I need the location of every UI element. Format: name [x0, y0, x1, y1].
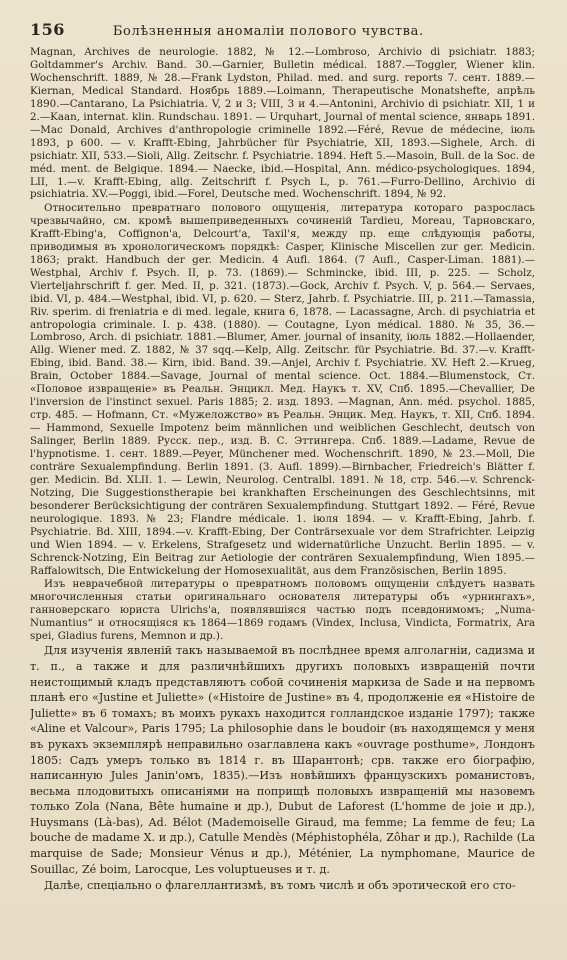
paragraph-ulrichs: Изъ неврачебной литературы о превратномъ половомъ ощущеніи слѣдуетъ назвать многочисленныя статьи оригинальнаго основателя литературы объ «урнингахъ», ганноверскаго юриста Ulrichs'a, появлявшіяся частью подъ псевдонимомъ; „Numa-Numantius“ и относящіяся къ 1864—1869 годамъ (Vindex, Inclusa, Vindicta, Formatrix, Ara spei, Gladius furens, Memnon и др.). — [30, 578, 535, 642]
page-header — [30, 20, 535, 42]
paragraph-bibliography-continuation: Magnan, Archives de neurologie. 1882, № 12.—Lombroso, Archivio di psichiatr. 1883; Goltdammer's Archiv. Band. 30.—Garnier, Bulletin médical. 1887.—Toggler, Wiener klin. Wochenschrift. 1889, № 28.—Frank Lydston, Philad. med. and surg. reports 7. сент. 1889.—Kiernan, Medical Standard. Ноябрь 1889.—Loimann, Therapeutische Monatshefte, апрѣль 1890.—Cantarano, La Psichiatria. V, 2 и 3; VIII, 3 и 4.—Antonini, Archivio di psichiatr. XII, 1 и 2.—Kaan, internat. klin. Rundschau. 1891. — Urquhart, Journal of mental science, январь 1891.—Mac Donald, Archives d'anthropologie criminelle 1892.—Féré, Revue de médecine, іюль 1893, p 600. — v. Krafft-Ebing, Jahrbücher für Psychiatrie, XII, 1893.—Sighele, Arch. di psichiatr. XII, 533.—Sioli, Allg. Zeitschr. f. Psychiatrie. 1894. Heft 5.—Masoin, Bull. de la Soc. de méd. ment. de Belgique. 1894.— Naecke, ibid.—Hospital, Ann. médico-psychologiques. 1894, LII, 1.—v. Krafft-Ebing, allg. Zeitschrift f. Psych L, p. 761.—Furro-Dellino, Archivio di psichiatria. XV.—Poggi, ibid.—Forel, Deutsche med. Wochenschrift. 1894, № 92. — [30, 46, 535, 201]
paragraph-flagellantism: Далѣе, спеціально о флагеллантизмѣ, въ томъ числѣ и объ эротической его сто- — [44, 878, 516, 892]
text-block — [30, 46, 535, 951]
paragraph-inverted-sexual-feeling: Относительно превратнаго полового ощущенія, литература котораго разрослась чрезвычайно, см. кромѣ вышеприведенныхъ сочиненій Tardieu, Moreau, Тарновскаго, Krafft-Ebing'a, Coffignon'a, Delcourt'a, Taxil'я, между пр. еще слѣдующія работы, приводимыя въ хронологическомъ порядкѣ: Casper, Klinische Miscellen zur ger. Medicin. 1863; prakt. Handbuch der ger. Medicin. 4 Aufl. 1864. (7 Aufl., Casper-Liman. 1881).— Westphal, Archiv f. Psych. II, p. 73. (1869).— Schmincke, ibid. III, p. 225. — Scholz, Vierteljahrschrift f. ger. Med. II, p. 321. (1873).—Gock, Archiv f. Psych. V, p. 564.— Servaes, ibid. VI, p. 484.—Westphal, ibid. VI, p. 620. — Sterz, Jahrb. f. Psychiatrie. III, p. 211.—Tamassia, Riv. sperim. di freniatria e di med. legale, книга 6, 1878. — Lacassagne, Arch. di psychiatria et antropologia criminale. I. p. 438. (1880). — Coutagne, Lyon médical. 1880. № 35, 36.—Lombroso, Arch. di psichiatr. 1881.—Blumer, Amer. journal of insanity, іюль 1882.—Hollaender, Allg. Wiener med. Z. 1882, № 37 sqq.—Kelp, Allg. Zeitschr. für Psychiatrie. Bd. 37.—v. Krafft-Ebing, ibid. Band. 38.— Kirn, ibid. Band. 39.—Anjel, Archiv f. Psychiatrie. XV. Heft 2.—Krueg, Brain, October 1884.—Savage, Journal of mental science. Oct. 1884.—Blumenstock, Ст. «Половое извращеніе» въ Реальн. Энцикл. Мед. Наукъ т. XV, Спб. 1895.—Chevallier, De l'inversion de l'instinct sexuel. Paris 1885; 2. изд. 1893. —Magnan, Ann. méd. psychol. 1885, стр. 485. — Hofmann, Ст. «Мужеложство» въ Реальн. Энцик. Мед. Наукъ, т. XII, Спб. 1894. — Hammond, Sexuelle Impotenz beim männlichen und weiblichen Geschlecht, deutsch von Salinger, Berlin 1889. Русск. пер., изд. В. С. Эттингера. Спб. 1889.—Ladame, Revue de l'hypnotisme. 1. сент. 1889.—Peyer, Münchener med. Wochenschrift. 1890, № 23.—Moll, Die conträre Sexualempfindung. Berlin 1891. (3. Aufl. 1899).—Birnbacher, Friedreich's Blätter f. ger. Medicin. Bd. XLII. 1. — Lewin, Neurolog. Centralbl. 1891. № 18, стр. 546.—v. Schrenck-Notzing, Die Suggestionstherapie bei krankhaften Erscheinungen des Geschlechtsinns, mit besonderer Berücksichtigung der conträren Sexualempfindung. Stuttgart 1892. — Féré, Revue neurologique. 1893. № 23; Flandre médicale. 1. іюля 1894. — v. Krafft-Ebing, Jahrb. f. Psychiatrie. Bd. XIII, 1894.—v. Krafft-Ebing, Der Conträrsexuale vor dem Strafrichter. Leipzig und Wien 1894. — v. Erkelens, Strafgesetz und widernatürliche Unzucht. Berlin 1895. — v. Schrenck-Notzing, Ein Beitrag zur Aetiologie der conträren Sexualempfindung, Wien 1895.—Raffalowitsch, Die Entwickelung der Homosexualität, aus dem Französischen, Berlin 1895. — [30, 201, 535, 577]
running-head: Болѣзненныя аномаліи полового чувства. — [112, 24, 424, 39]
paragraph-algolagnia: Для изученія явленій такъ называемой въ послѣднее время алголагніи, садизма и т. п., а также и для различнѣйшихъ другихъ половыхъ извращеній почти неистощимый кладъ представляютъ собой сочиненія маркиза de Sade и на первомъ планѣ его «Justine et Juliette» («Histoire de Justine» въ 4, продолженіе ея «Histoire de Juliette» въ 6 томахъ; въ моихъ рукахъ находится голландское изданіе 1797); также «Aline et Valcour», Paris 1795; La philosophie dans le boudoir (въ находящемся у меня въ рукахъ экземплярѣ неправильно озаглавлена какъ «ouvrage posthume», Лондонъ 1805: Садъ умеръ только въ 1814 г. въ Шарантонѣ; срв. также его біографію, написанную Jules Janin'омъ, 1835).—Изъ новѣйшихъ французскихъ романистовъ, весьма плодовитыхъ описаніями на поприщѣ половыхъ извращеній мы назовемъ только Zola (Nana, Bête humaine и др.), Dubut de Laforest (L'homme de joie и др.), Huysmans (Là-bas), Ad. Bélot (Mademoiselle Giraud, ma femme; La femme de feu; La bouche de madame X. и др.), Catulle Mendès (Méphistophéla, Zôhar и др.), Rachilde (La marquise de Sade; Monsieur Vénus и др.), Méténier, La nymphomane, Maurice de Souillac, Zé boim, Larocque, Les voluptueuses и т. д. — [30, 644, 535, 876]
page-number: 156 — [30, 20, 65, 39]
